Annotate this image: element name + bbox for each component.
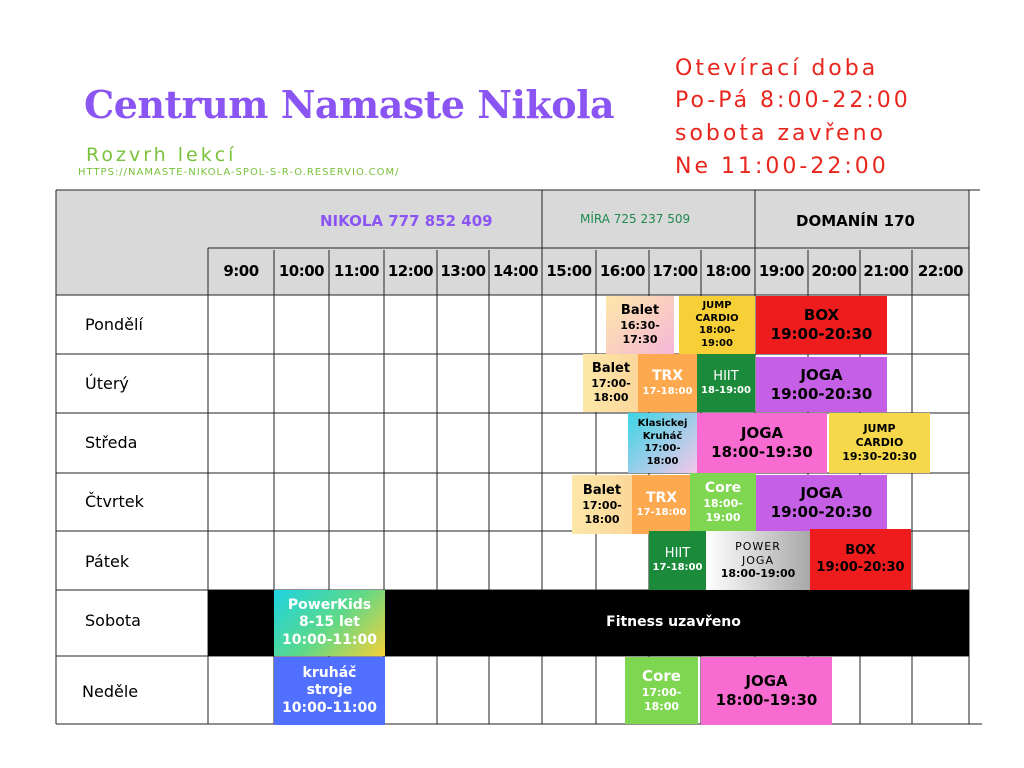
class-time: 18:00-19:00 (703, 497, 743, 524)
class-sun-joga[interactable] (701, 657, 832, 725)
time-slot-label: 11:00 (333, 262, 380, 280)
class-time: 17-18:00 (642, 385, 693, 397)
reservation-link[interactable]: HTTPS://NAMASTE-NIKOLA-SPOL-S-R-O.RESERVIO.COM/ (78, 167, 400, 178)
class-time: 19:00-20:30 (816, 559, 905, 575)
class-time: 19:00-20:30 (770, 503, 873, 521)
class-time: 16:30-17:30 (620, 319, 660, 347)
class-time: 17:00-18:00 (644, 443, 681, 467)
class-name: HIIT (713, 368, 739, 384)
class-tue-hiit[interactable] (697, 354, 755, 412)
class-time: 18-19:00 (701, 384, 751, 396)
class-time: 19:30-20:30 (842, 449, 917, 463)
class-thu-core[interactable] (690, 473, 756, 531)
class-name: Balet (620, 303, 660, 319)
time-slot-label: 20:00 (811, 262, 857, 280)
class-name: Klasickej Kruháč (637, 418, 688, 442)
class-name: JOGA (740, 424, 784, 443)
contact-nikola: NIKOLA 777 852 409 (320, 212, 493, 230)
closed-label: Fitness uzavřeno (606, 614, 741, 631)
day-wednesday: Středa (85, 433, 138, 452)
class-thu-balet[interactable] (572, 475, 632, 534)
day-saturday: Sobota (85, 611, 141, 630)
class-name: JOGA (745, 672, 788, 691)
class-name: Balet (591, 361, 631, 377)
time-slot-label: 19:00 (758, 262, 805, 280)
address-domanin: DOMANÍN 170 (796, 212, 915, 230)
day-sunday: Neděle (82, 682, 139, 701)
opening-hours-heading: Otevírací doba (675, 56, 879, 81)
class-name: JOGA (800, 484, 843, 503)
time-slot-label: 16:00 (599, 262, 646, 280)
day-thursday: Čtvrtek (85, 492, 144, 511)
class-fri-box[interactable] (810, 529, 911, 590)
class-sun-core[interactable] (625, 657, 698, 724)
class-mon-box[interactable] (756, 296, 887, 354)
class-time: 19:00-20:30 (770, 325, 873, 343)
class-time: 19:00-20:30 (770, 384, 873, 403)
class-name: BOX (803, 306, 840, 325)
time-slot-label: 9:00 (223, 262, 259, 280)
class-name: JOGA (800, 365, 843, 384)
class-name: kruháč stroje (302, 664, 357, 699)
time-slot-label: 17:00 (652, 262, 698, 280)
time-slot-label: 21:00 (863, 262, 909, 280)
time-slot-label: 14:00 (492, 262, 539, 280)
class-mon-jump-cardio[interactable] (679, 296, 755, 354)
class-sat-powerkids[interactable] (274, 590, 385, 656)
class-fri-power-joga[interactable] (706, 531, 810, 590)
class-time: 18:00-19:00 (720, 567, 796, 581)
class-time: 10:00-11:00 (282, 631, 377, 648)
class-name: POWER JOGA (735, 539, 781, 567)
class-sun-kruhac-stroje[interactable] (274, 657, 385, 725)
class-tue-trx[interactable] (638, 354, 697, 412)
class-wed-jump-cardio[interactable] (829, 413, 930, 473)
class-tue-balet[interactable] (583, 354, 639, 412)
class-fri-hiit[interactable] (649, 531, 706, 590)
class-name: PowerKids 8-15 let (287, 596, 372, 631)
class-name: BOX (845, 543, 876, 559)
time-slot-label: 10:00 (278, 262, 325, 280)
class-name: JUMP CARDIO (695, 300, 739, 324)
time-slot-label: 12:00 (387, 262, 434, 280)
day-monday: Pondělí (85, 315, 143, 334)
class-time: 18:00-19:30 (711, 443, 813, 461)
class-mon-balet[interactable] (606, 296, 674, 354)
class-time: 17-18:00 (636, 507, 687, 518)
class-name: JUMP CARDIO (855, 422, 904, 450)
page-title: Centrum Namaste Nikola (84, 82, 615, 127)
class-time: 18:00-19:00 (699, 325, 735, 349)
class-time: 17-18:00 (652, 562, 703, 574)
class-name: TRX (645, 489, 678, 506)
class-time: 17:00-18:00 (591, 377, 631, 405)
class-wed-kruhac[interactable] (628, 413, 697, 473)
class-time: 17:00-18:00 (582, 498, 622, 526)
opening-hours-weekdays: Po-Pá 8:00-22:00 (675, 88, 911, 113)
time-slot-label: 13:00 (440, 262, 486, 280)
class-thu-joga[interactable] (756, 475, 887, 531)
class-name: Balet (582, 482, 622, 498)
class-name: Core (704, 479, 742, 496)
time-slot-label: 15:00 (546, 262, 592, 280)
class-time: 10:00-11:00 (282, 699, 377, 716)
class-name: TRX (651, 368, 684, 384)
class-time: 17:00-18:00 (641, 686, 682, 713)
class-thu-trx[interactable] (632, 475, 691, 534)
opening-hours-saturday: sobota zavřeno (675, 121, 886, 146)
time-slot-label: 22:00 (917, 262, 964, 280)
opening-hours-sunday: Ne 11:00-22:00 (675, 154, 889, 179)
day-tuesday: Úterý (85, 374, 129, 393)
day-friday: Pátek (85, 552, 130, 571)
class-wed-joga[interactable] (697, 413, 827, 473)
time-slot-label: 18:00 (705, 262, 751, 280)
page-subtitle: Rozvrh lekcí (86, 144, 237, 166)
class-name: HIIT (664, 546, 691, 562)
class-name: Core (642, 667, 681, 686)
contact-mira: MÍRA 725 237 509 (580, 212, 691, 226)
class-time: 18:00-19:30 (715, 691, 818, 709)
class-tue-joga[interactable] (756, 357, 887, 412)
